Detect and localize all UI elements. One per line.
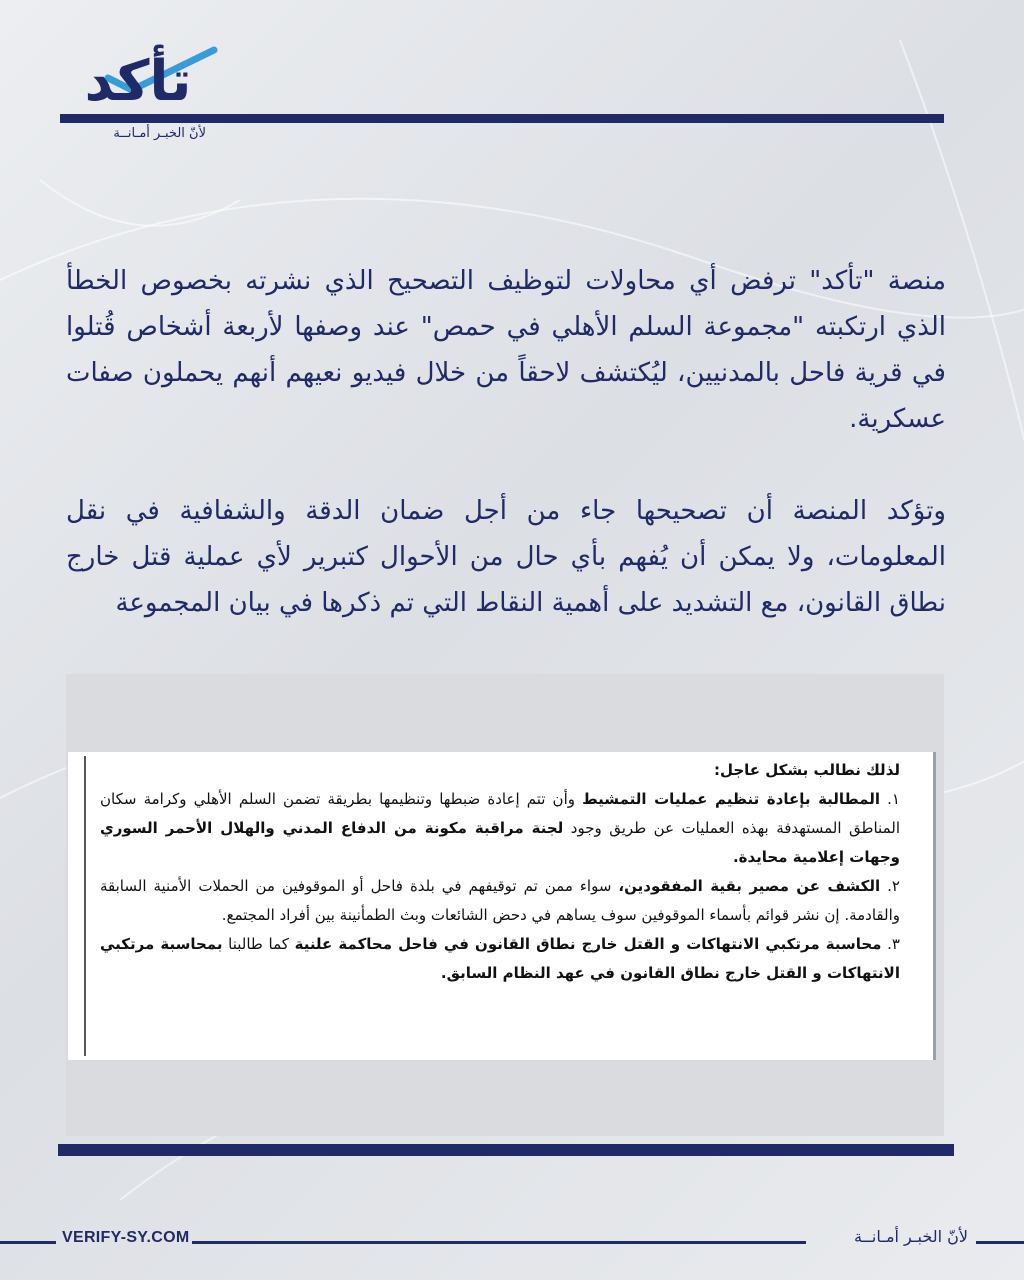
- document-item-2: [100, 872, 900, 930]
- document-heading: لذلك نطالب بشكل عاجل:: [713, 761, 900, 779]
- bottom-divider: [58, 1144, 954, 1156]
- item-2-text: سواء ممن تم توقيفهم في بلدة فاحل أو الموقوفين من الحملات الأمنية السابقة والقادمة. إن نشر قوائم بأسماء الموقوفين سوف يساهم في دحض الشائعات وبث الطمأنينة بين أفراد المجتمع.: [100, 877, 900, 924]
- logo-tagline: لأنّ الخبـر أمـانــة: [113, 126, 206, 141]
- document-item-3: [100, 930, 900, 988]
- footer-line-left: [0, 1241, 56, 1244]
- logo-text: تأكد: [84, 49, 192, 114]
- item-1-text: وأن تتم إعادة ضبطها وتنظيمها بطريقة تضمن السلم الأهلي وكرامة سكان المناطق المستهدفة بهذه العمليات عن طريق وجود: [100, 790, 900, 837]
- document-border: [84, 756, 904, 1056]
- footer-url[interactable]: VERIFY-SY.COM: [62, 1229, 190, 1246]
- item-2-number: ٢.: [887, 877, 900, 895]
- item-1-bold: المطالبة بإعادة تنظيم عمليات التمشيط: [582, 790, 880, 808]
- item-3-number: ٣.: [887, 935, 900, 953]
- item-3-text: كما طالبنا: [228, 935, 289, 953]
- top-divider: [60, 114, 944, 123]
- item-3-bold-2: بمحاسبة مرتكبي الانتهاكات و القتل خارج نطاق القانون في عهد النظام السابق.: [100, 935, 900, 982]
- item-2-bold: الكشف عن مصير بقية المفقودين،: [618, 877, 881, 895]
- item-1-bold-2: لجنة مراقبة مكونة من الدفاع المدني والهلال الأحمر السوري وجهات إعلامية محايدة.: [100, 819, 900, 866]
- footer-tagline: لأنّ الخبـر أمـانــة: [853, 1227, 968, 1246]
- footer-line-right: [976, 1241, 1024, 1244]
- article-paragraph-2: وتؤكد المنصة أن تصحيحها جاء من أجل ضمان الدقة والشفافية في نقل المعلومات، ولا يمكن أن يُفهم بأي حال من الأحوال كتبرير لأي عملية قتل خارج نطاق القانون، مع التشديد على أهمية النقاط التي تم ذكرها في بيان المجموعة: [66, 496, 946, 618]
- item-3-bold: محاسبة مرتكبي الانتهاكات و القتل خارج نطاق القانون في فاحل محاكمة علنية: [294, 935, 882, 953]
- document-text: [100, 756, 900, 988]
- item-1-number: ١.: [887, 790, 900, 808]
- article-body: [66, 258, 946, 626]
- brand-logo: [58, 44, 218, 144]
- document-item-1: [100, 785, 900, 872]
- footer-line-middle: [192, 1241, 806, 1244]
- document-excerpt: [68, 752, 936, 1060]
- article-paragraph-1: منصة "تأكد" ترفض أي محاولات لتوظيف التصحيح الذي نشرته بخصوص الخطأ الذي ارتكبته "مجموعة السلم الأهلي في حمص" عند وصفها لأربعة أشخاص قُتلوا في قرية فاحل بالمدنيين، ليُكتشف لاحقاً من خلال فيديو نعيهم أنهم يحملون صفات عسكرية.: [66, 266, 946, 434]
